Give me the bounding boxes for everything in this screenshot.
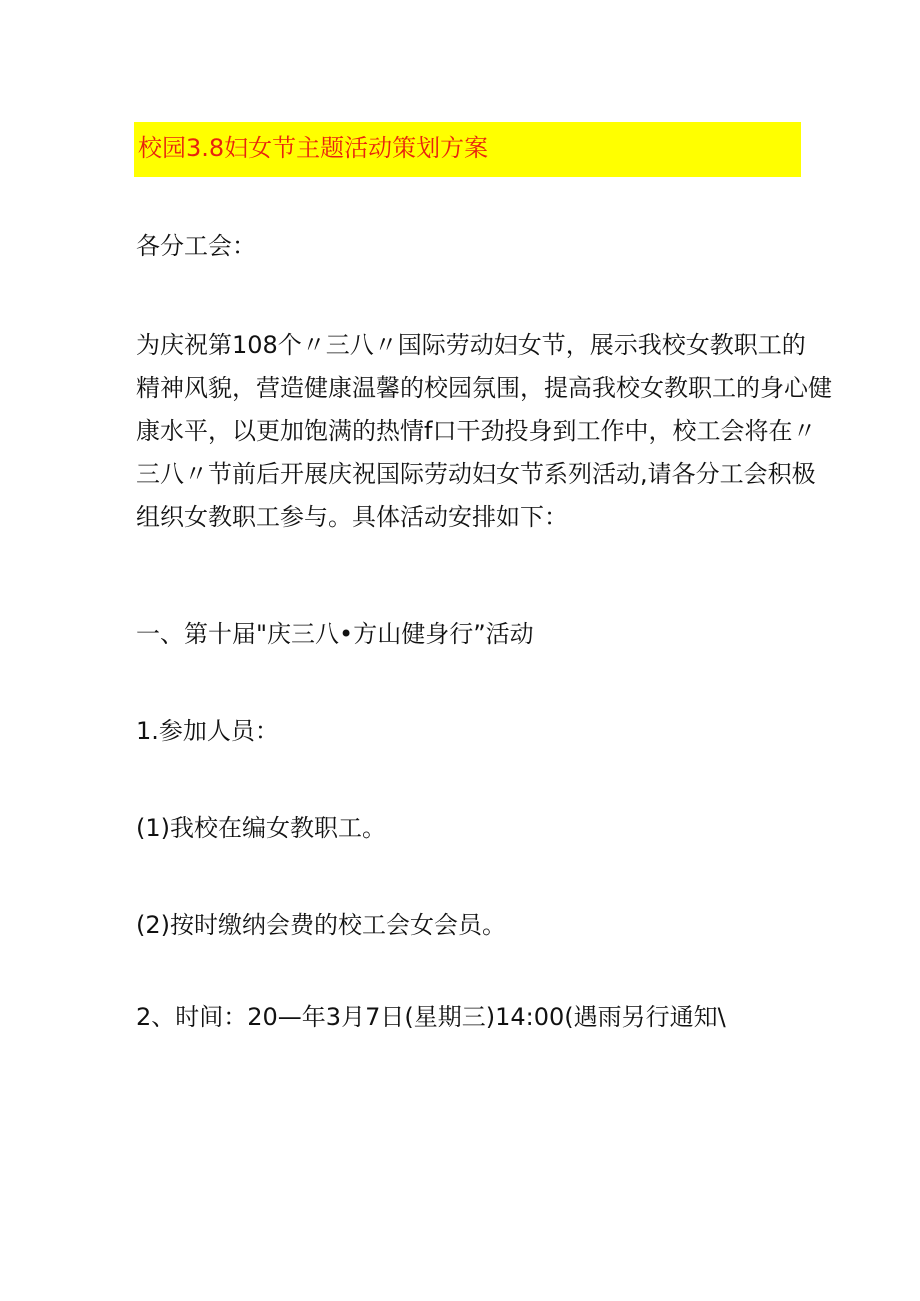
intro-line-2: 精神风貌，营造健康温馨的校园氛围，提高我校女教职工的身心健 (136, 374, 832, 402)
intro-line-5: 组织女教职工参与。具体活动安排如下： (136, 503, 568, 531)
intro-line-3: 康水平，以更加饱满的热情f口干劲投身到工作中，校工会将在〃 (136, 417, 817, 445)
intro-paragraph (136, 324, 832, 539)
intro-line-1: 为庆祝第108个〃三八〃国际劳动妇女节，展示我校女教职工的 (136, 331, 806, 359)
section-heading-1: 一、第十届"庆三八•方山健身行”活动 (136, 620, 534, 648)
participant-item-1: (1)我校在编女教职工。 (136, 814, 386, 842)
document-title: 校园3.8妇女节主题活动策划方案 (138, 134, 489, 162)
salutation: 各分工会： (136, 232, 256, 260)
participant-item-2: (2)按时缴纳会费的校工会女会员。 (136, 911, 506, 939)
intro-line-4: 三八〃节前后开展庆祝国际劳动妇女节系列活动,请各分工会积极 (136, 460, 816, 488)
participants-heading: 1.参加人员： (136, 717, 279, 745)
time-line: 2、时间：20—年3月7日(星期三)14:00(遇雨另行通知\ (136, 1003, 726, 1031)
